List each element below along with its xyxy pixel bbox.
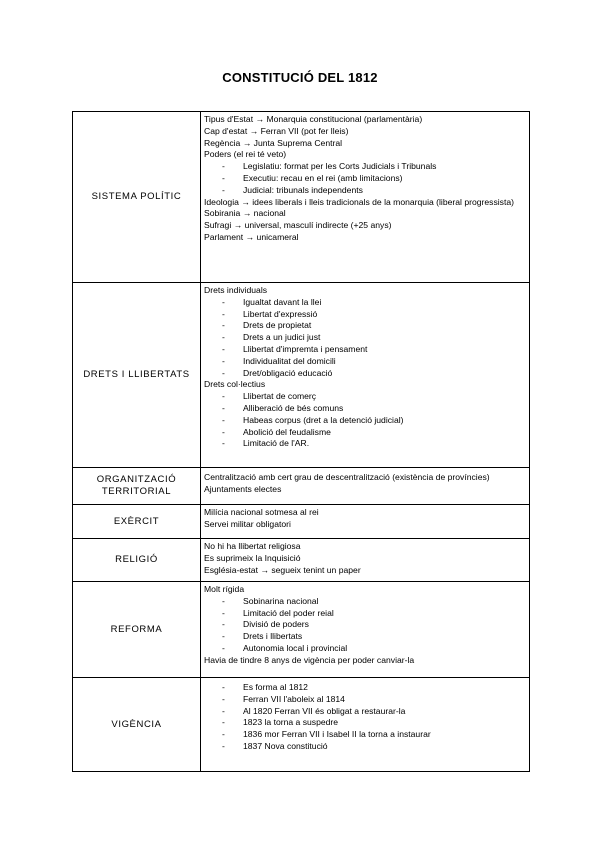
list-item: Drets col·lectius — [204, 379, 266, 390]
list-item-text: Divisió de poders — [243, 619, 309, 630]
bullet-dash: - — [222, 308, 225, 319]
list-item-text: Igualtat davant la llei — [243, 296, 322, 307]
list-item: Servei militar obligatori — [204, 518, 291, 529]
list-item-text: Drets a un judici just — [243, 332, 321, 343]
bullet-dash: - — [222, 705, 225, 716]
list-item-text: Libertat d'expressió — [243, 308, 318, 319]
list-item-text: 1823 la torna a suspedre — [243, 717, 339, 728]
bullet-dash: - — [222, 402, 225, 413]
bullet-dash: - — [222, 729, 225, 740]
list-item-text: Llibertat de comerç — [243, 391, 317, 402]
bullet-dash: - — [222, 391, 225, 402]
list-item: Ideologia → idees liberals i lleis tradicionals de la monarquia (liberal progressista) — [204, 196, 515, 207]
bullet-dash: - — [222, 296, 225, 307]
list-item-text: Sobinarina nacional — [243, 595, 319, 606]
bullet-dash: - — [222, 355, 225, 366]
bullet-dash: - — [222, 161, 225, 172]
sub-list-item — [204, 741, 527, 753]
bullet-dash: - — [222, 693, 225, 704]
list-item-text: Llibertat d'impremta i pensament — [243, 343, 368, 354]
list-item-text: Legislatiu: format per les Corts Judicials i Tribunals — [243, 161, 437, 172]
list-item: Es suprimeix la Inquisició — [204, 552, 301, 563]
summary-table — [72, 111, 530, 772]
list-item-text: Alliberació de bés comuns — [243, 402, 344, 413]
row-label: RELIGIÓ — [73, 539, 201, 582]
sub-list-item — [204, 185, 527, 197]
list-item: No hi ha llibertat religiosa — [204, 541, 301, 551]
sub-list-item — [204, 161, 527, 173]
row-content — [201, 468, 530, 505]
sub-list-item — [204, 368, 527, 380]
bullet-dash: - — [222, 343, 225, 354]
row-label: VIGÈNCIA — [73, 678, 201, 772]
table-row — [73, 505, 530, 539]
bullet-dash: - — [222, 607, 225, 618]
table-row — [73, 582, 530, 678]
table-row — [73, 678, 530, 772]
list-item-text: 1837 Nova constitució — [243, 740, 328, 751]
list-item-text: Limitació de l'AR. — [243, 438, 310, 449]
list-item: Milícia nacional sotmesa al rei — [204, 507, 319, 517]
list-item: Sufragi → universal, masculí indirecte (+25 anys) — [204, 220, 392, 231]
bullet-dash: - — [222, 717, 225, 728]
sub-list-item — [204, 717, 527, 729]
sub-list-item — [204, 356, 527, 368]
list-item: Drets individuals — [204, 285, 268, 295]
list-item-text: Drets i llibertats — [243, 631, 303, 642]
sub-list-item — [204, 344, 527, 356]
sub-list-item — [204, 403, 527, 415]
list-item: Església-estat → segueix tenint un paper — [204, 564, 361, 575]
bullet-dash: - — [222, 740, 225, 751]
page-title: CONSTITUCIÓ DEL 1812 — [222, 70, 378, 85]
bullet-dash: - — [222, 682, 225, 692]
row-label: EXÈRCIT — [73, 505, 201, 539]
bullet-dash: - — [222, 595, 225, 606]
bullet-dash: - — [222, 642, 225, 653]
row-label: DRETS I LLIBERTATS — [73, 283, 201, 468]
bullet-dash: - — [222, 619, 225, 630]
sub-list-item — [204, 309, 527, 321]
row-label: ORGANITZACIÓ TERRITORIAL — [73, 468, 201, 505]
sub-list-item — [204, 631, 527, 643]
list-item: Tipus d'Estat → Monarquia constitucional (parlamentària) — [204, 114, 423, 124]
list-item: Cap d'estat → Ferran VII (pot fer lleis) — [204, 125, 349, 136]
bullet-dash: - — [222, 631, 225, 642]
sub-list-item — [204, 173, 527, 185]
list-item-text: Al 1820 Ferran VII és obligat a restaurar-la — [243, 705, 406, 716]
row-content — [201, 539, 530, 582]
list-item-text: Abolició del feudalisme — [243, 426, 331, 437]
list-item-text: Es forma al 1812 — [243, 682, 308, 692]
bullet-dash: - — [222, 172, 225, 183]
table-row — [73, 112, 530, 283]
table-row — [73, 283, 530, 468]
bullet-dash: - — [222, 414, 225, 425]
sub-list-item — [204, 438, 527, 450]
table-row — [73, 539, 530, 582]
row-content — [201, 582, 530, 678]
table-row — [73, 468, 530, 505]
list-item-text: Ferran VII l'aboleix al 1814 — [243, 693, 345, 704]
sub-list-item — [204, 391, 527, 403]
sub-list-item — [204, 706, 527, 718]
list-item: Regència → Junta Suprema Central — [204, 137, 343, 148]
sub-list-item — [204, 729, 527, 741]
bullet-dash: - — [222, 367, 225, 378]
bullet-dash: - — [222, 320, 225, 331]
bullet-dash: - — [222, 184, 225, 195]
list-item-text: Executiu: recau en el rei (amb limitacions) — [243, 172, 403, 183]
sub-list-item — [204, 320, 527, 332]
bullet-dash: - — [222, 426, 225, 437]
list-item: Poders (el rei té veto) — [204, 149, 287, 160]
row-label: SISTEMA POLÍTIC — [73, 112, 201, 283]
sub-list-item — [204, 608, 527, 620]
sub-list-item — [204, 415, 527, 427]
list-item-text: Dret/obligació educació — [243, 367, 333, 378]
row-label: REFORMA — [73, 582, 201, 678]
row-content — [201, 505, 530, 539]
list-item: Ajuntaments electes — [204, 483, 282, 494]
bullet-dash: - — [222, 332, 225, 343]
list-item: Havia de tindre 8 anys de vigència per poder canviar-la — [204, 654, 415, 665]
row-content — [201, 112, 530, 283]
list-item-text: Individualitat del domicili — [243, 355, 336, 366]
bullet-dash: - — [222, 438, 225, 449]
sub-list-item — [204, 596, 527, 608]
sub-list-item — [204, 427, 527, 439]
list-item: Molt rígida — [204, 584, 245, 594]
sub-list-item — [204, 332, 527, 344]
list-item-text: Drets de propietat — [243, 320, 312, 331]
list-item-text: Habeas corpus (dret a la detenció judicial) — [243, 414, 404, 425]
list-item-text: Limitació del poder reial — [243, 607, 334, 618]
sub-list-item — [204, 297, 527, 309]
sub-list-item — [204, 694, 527, 706]
row-content — [201, 283, 530, 468]
list-item: Centralització amb cert grau de descentralització (existència de províncies) — [204, 472, 490, 482]
list-item-text: Autonomia local i provincial — [243, 642, 348, 653]
sub-list-item — [204, 643, 527, 655]
list-item: Parlament → unicameral — [204, 231, 299, 242]
list-item-text: Judicial: tribunals independents — [243, 184, 363, 195]
row-content — [201, 678, 530, 772]
sub-list-item — [204, 619, 527, 631]
sub-list-item — [204, 682, 527, 694]
list-item: Sobirania → nacional — [204, 208, 286, 219]
list-item-text: 1836 mor Ferran VII i Isabel II la torna a instaurar — [243, 729, 431, 740]
